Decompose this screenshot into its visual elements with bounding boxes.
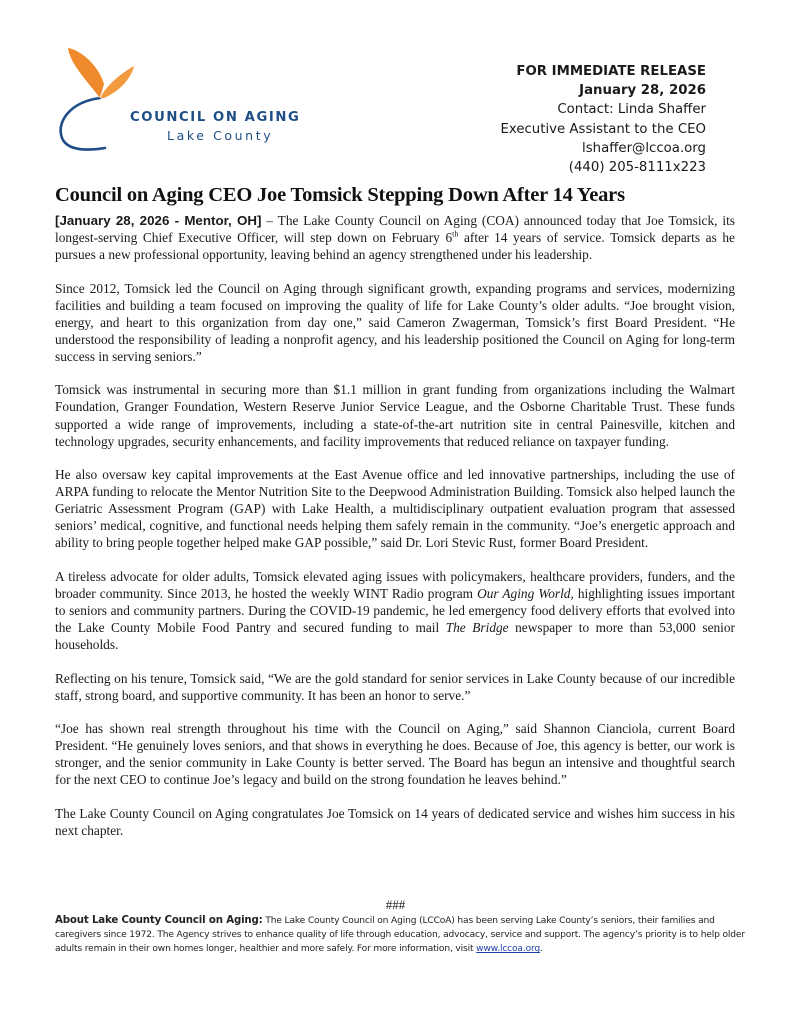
council-on-aging-logo xyxy=(50,42,301,152)
paragraph-8: The Lake County Council on Aging congratulates Joe Tomsick on 14 years of dedicated service and wishes him success in his next chapter. xyxy=(55,805,735,838)
contact-phone: (440) 205-8111x223 xyxy=(568,160,706,176)
paragraph-text: A tireless advocate for older adults, Tomsick elevated aging issues with policymakers, healthcare providers, funders, and the broader community. Since 2013, he hosted the weekly WINT Radio program xyxy=(55,568,735,601)
contact-email[interactable]: lshaffer@lccoa.org xyxy=(582,140,706,156)
paragraph-text: highlighting issues important to seniors and community partners. During the COVID-19 pandemic, he led emergency food delivery efforts that evolved into the Lake County Mobile Food Pantry and secured funding to mail xyxy=(55,585,735,636)
about-end: . xyxy=(540,944,543,955)
paragraph-4: He also oversaw key capital improvements at the East Avenue office and led innovative partnerships, including the use of ARPA funding to relocate the Mentor Nutrition Site to the Deepwood Administration Building. Tomsick also helped launch the Geriatric Assessment Program (GAP) with Lake Health, a multidisciplinary outpatient evaluation program that assessed seniors’ medical, cognitive, and functional needs helping them safely remain in the community. “Joe’s energetic approach and ability to bring people together helped make GAP possible,” said Dr. Lori Stevic Rust, former Board President. xyxy=(55,467,735,551)
paragraph-6: Reflecting on his tenure, Tomsick said, “We are the gold standard for senior services in Lake County because of our incredible staff, strong board, and supportive community. It has been an honor to serve.” xyxy=(55,670,735,703)
about-text: The Lake County Council on Aging (LCCoA) has been serving Lake County’s seniors, their families and caregivers since 1972. The Agency strives to enhance quality of life through education, advocacy, service and support. The agency’s priority is to help older adults remain in their own homes longer, healthier and more safely. For more information, visit xyxy=(55,916,745,955)
paragraph-text: after 14 years of service. Tomsick departs as he pursues a new professional opportunity, leaving behind an agency strengthened under his leadership. xyxy=(55,230,735,263)
release-label: FOR IMMEDIATE RELEASE xyxy=(516,64,706,79)
about-lead: About Lake County Council on Aging: xyxy=(55,915,263,926)
paragraph-7: “Joe has shown real strength throughout his time with the Council on Aging,” said Shannon Cianciola, current Board President. “He genuinely loves seniors, and that shows in everything he does. Because of Joe, this agency is better, our work is stronger, and the senior community in Lake County is better served. The Board has begun an intensive and thoughtful search for the next CEO to continue Joe’s legacy and build on the strong foundation he leaves behind.” xyxy=(55,721,735,788)
about-section xyxy=(55,914,745,957)
newspaper-title: The Bridge xyxy=(445,620,509,636)
paragraph-text: newspaper to more than 53,000 senior households. xyxy=(55,620,735,653)
dateline: [January 28, 2026 - Mentor, OH] xyxy=(55,213,262,228)
article-body xyxy=(55,212,735,855)
contact-title: Executive Assistant to the CEO xyxy=(500,121,706,137)
website-link[interactable]: www.lccoa.org xyxy=(476,944,541,955)
radio-program-title: Our Aging World, xyxy=(477,585,574,601)
logo-subtitle: Lake County xyxy=(167,128,274,143)
ordinal-suffix: th xyxy=(452,229,459,239)
end-separator: ### xyxy=(385,897,406,912)
paragraph-text: – The Lake County Council on Aging (COA) announced today that Joe Tomsick, its longest-serving Chief Executive Officer, will step down on February 6 xyxy=(55,213,735,246)
paragraph-5 xyxy=(55,568,735,653)
contact-block xyxy=(500,62,706,177)
contact-name: Contact: Linda Shaffer xyxy=(557,102,706,118)
paragraph-3: Tomsick was instrumental in securing more than $1.1 million in grant funding from organizations including the Walmart Foundation, Granger Foundation, Western Reserve Junior Service League, and the Osborne Charitable Trust. These funds supported a wide range of improvements, including a state-of-the-art nutrition site in central Painesville, kitchen and technology upgrades, security enhancements, and facility improvements that reduced reliance on taxpayer funding. xyxy=(55,382,735,449)
paragraph-2: Since 2012, Tomsick led the Council on Aging through significant growth, expanding programs and services, modernizing facilities and building a team focused on improving the quality of life for Lake County’s older adults. “Joe brought vision, energy, and heart to this organization from day one,” said Cameron Zwagerman, Tomsick’s first Board President. “He understood the responsibility of leading a nonprofit agency, and his leadership positioned the Council on Aging for long-term success in serving seniors.” xyxy=(55,280,735,364)
paragraph-1 xyxy=(55,212,735,263)
release-date: January 28, 2026 xyxy=(579,83,706,99)
logo-title: COUNCIL ON AGING xyxy=(130,110,301,125)
headline: Council on Aging CEO Joe Tomsick Stepping Down After 14 Years xyxy=(55,184,625,206)
